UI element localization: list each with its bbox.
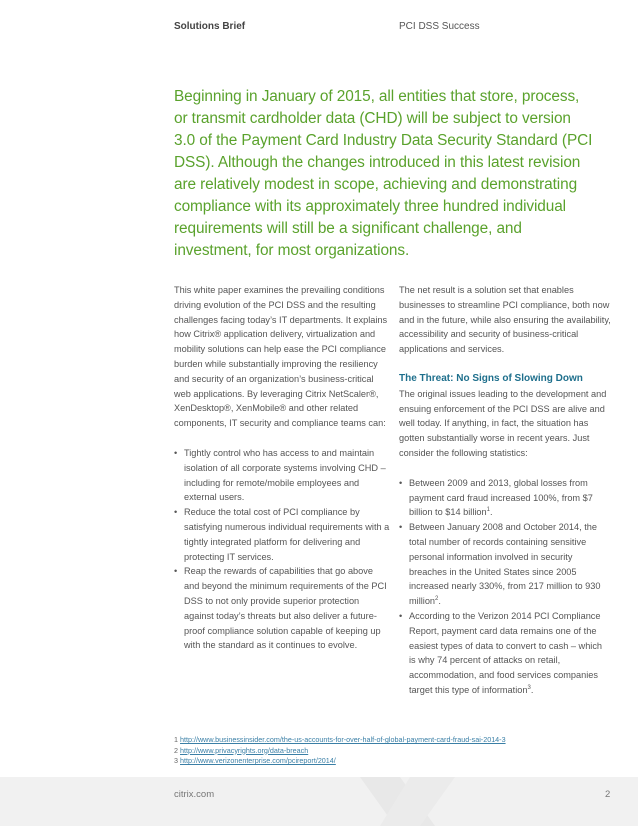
footnote-number: 1 [174, 735, 178, 744]
footnotes [174, 735, 614, 767]
stat-text: According to the Verizon 2014 PCI Compliance Report, payment card data remains one of the easiest types of data to convert to cash – which is why 74 percent of attacks on retail, accommodation, and food services companies target this type of information [409, 610, 603, 695]
right-column [399, 283, 611, 698]
footnote-number: 2 [174, 745, 178, 755]
header-doc-type: Solutions Brief [174, 21, 246, 32]
right-body: The original issues leading to the development and ensuing enforcement of the PCI DSS are alive and well today. If anything, in fact, the situation has gotten substantially worse in recent years. Just consider the following statistics: [399, 388, 607, 458]
lead-paragraph: Beginning in January of 2015, all entities that store, process, or transmit cardholder data (CHD) will be subject to version 3.0 of the Payment Card Industry Data Security Standard (PCI DSS). Although the changes introduced in this latest revision are relatively modest in scope, achieving and demonstrating compliance with its approximately three hundred individual requirements will still be a significant challenge, and investment, for most organizations. [174, 88, 593, 259]
footnote-number: 3 [174, 756, 178, 765]
footer-site: citrix.com [174, 789, 215, 800]
left-bullet-list [174, 446, 390, 653]
footnote-ref: 2 [435, 596, 439, 603]
stat-tail: . [489, 507, 493, 518]
page-number: 2 [605, 789, 611, 800]
stat-tail: . [530, 684, 534, 695]
left-column [174, 283, 390, 653]
right-intro: The net result is a solution set that enables businesses to streamline PCI compliance, both now and in the future, while also ensuring the availability, accessibility and security of business-critical applications and services. [399, 285, 611, 355]
list-item [399, 520, 611, 609]
list-item: • Tightly control who has access to and maintain isolation of all corporate systems involving CHD – including for remote/mobile employees and external users. [174, 446, 390, 505]
list-item: • Reduce the total cost of PCI compliance by satisfying numerous individual requirements with a tightly integrated platform for delivering and protecting IT services. [174, 505, 390, 564]
stat-text: Between January 2008 and October 2014, the total number of records containing sensitive personal information involved in security breaches in the United States since 2005 increased nearly 330%, from 217 million to 930 million [409, 522, 601, 607]
right-bullet-list [399, 476, 611, 698]
list-item [399, 476, 611, 520]
footnote-link[interactable]: http://www.verizonenterprise.com/pcireport/2014/ [180, 756, 336, 765]
footnote-link[interactable]: http://www.businessinsider.com/the-us-accounts-for-over-half-of-global-payment-card-fraud-sai-2014-3 [180, 735, 506, 744]
footnote-link[interactable]: http://www.privacyrights.org/data-breach [180, 745, 309, 755]
footer-band [0, 777, 638, 826]
stat-text: Between 2009 and 2013, global losses from payment card fraud increased 100%, from $7 billion to $14 billion [409, 477, 593, 518]
footnote-ref: 1 [486, 507, 490, 514]
footnote-ref: 3 [527, 684, 531, 691]
stat-tail: . [438, 596, 441, 607]
header-doc-title: PCI DSS Success [399, 21, 480, 32]
footer-decorative-shape [340, 777, 480, 826]
section-heading: The Threat: No Signs of Slowing Down [399, 372, 583, 384]
footnote [174, 746, 614, 757]
list-item: • Reap the rewards of capabilities that go above and beyond the minimum requirements of the PCI DSS to not only provide superior protection against today’s threats but also deliver a future-proof compliance solution capable of keeping up with the standard as it continues to evolve. [174, 564, 390, 653]
footnote [174, 735, 614, 746]
left-intro: This white paper examines the prevailing conditions driving evolution of the PCI DSS and the resulting challenges facing today’s IT departments. It explains how Citrix® application delivery, virtualization and mobility solutions can help ease the PCI compliance burden while substantially improving the resiliency and security of an organization’s business-critical web applications. By leveraging Citrix NetScaler®, XenDesktop®, XenMobile® and other related components, IT security and compliance teams can: [174, 285, 388, 429]
list-item [399, 609, 611, 698]
footnote [174, 756, 614, 767]
